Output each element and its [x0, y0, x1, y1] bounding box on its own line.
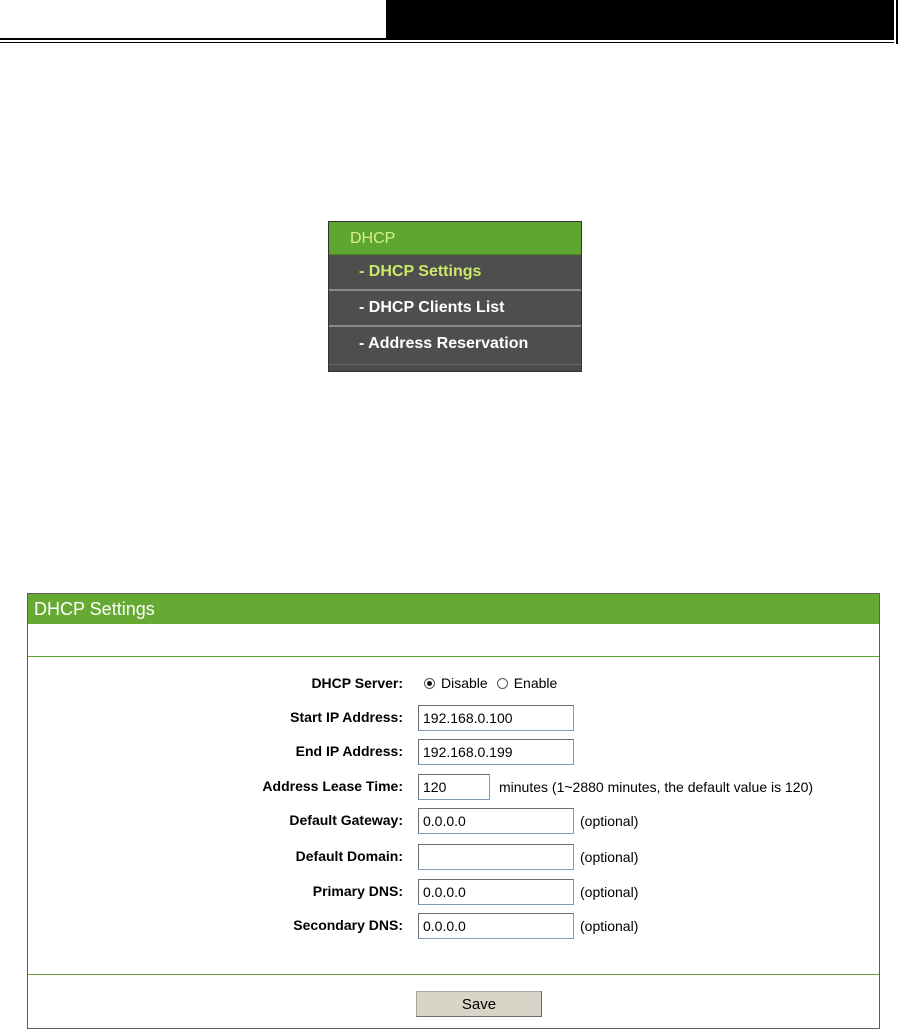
lease-time-row — [28, 774, 879, 798]
lease-time-note: minutes (1~2880 minutes, the default value is 120) — [499, 779, 814, 795]
header-rule — [0, 38, 390, 40]
default-gateway-input[interactable] — [418, 808, 574, 834]
panel-title: DHCP Settings — [28, 594, 879, 624]
enable-radio[interactable] — [497, 678, 508, 689]
nav-item-dhcp-settings[interactable]: - DHCP Settings — [329, 255, 581, 291]
default-gateway-note: (optional) — [580, 813, 639, 829]
secondary-dns-label: Secondary DNS: — [293, 917, 403, 933]
default-gateway-label: Default Gateway: — [289, 812, 403, 828]
header-underline — [0, 42, 894, 43]
save-button[interactable]: Save — [416, 991, 542, 1017]
document-header — [0, 0, 906, 48]
default-gateway-row — [28, 808, 879, 832]
disable-radio-label[interactable]: Disable — [441, 675, 488, 691]
lease-time-label: Address Lease Time: — [262, 778, 403, 794]
disable-radio[interactable] — [424, 678, 435, 689]
secondary-dns-note: (optional) — [580, 918, 639, 934]
start-ip-row — [28, 705, 879, 729]
primary-dns-input[interactable] — [418, 879, 574, 905]
dhcp-server-label: DHCP Server: — [311, 675, 403, 691]
header-side-rule — [896, 0, 898, 44]
secondary-dns-row — [28, 913, 879, 937]
end-ip-label: End IP Address: — [295, 743, 403, 759]
lease-time-input[interactable] — [418, 774, 490, 800]
end-ip-input[interactable] — [418, 739, 574, 765]
secondary-dns-input[interactable] — [418, 913, 574, 939]
nav-item-address-reservation[interactable]: - Address Reservation — [329, 327, 581, 365]
start-ip-label: Start IP Address: — [290, 709, 403, 725]
divider-bottom — [28, 974, 879, 975]
default-domain-note: (optional) — [580, 849, 639, 865]
dhcp-nav-menu — [328, 221, 582, 372]
default-domain-row — [28, 844, 879, 868]
default-domain-label: Default Domain: — [295, 848, 403, 864]
start-ip-input[interactable] — [418, 705, 574, 731]
primary-dns-note: (optional) — [580, 884, 639, 900]
default-domain-input[interactable] — [418, 844, 574, 870]
end-ip-row — [28, 739, 879, 763]
enable-radio-label[interactable]: Enable — [513, 675, 558, 691]
dhcp-settings-panel — [27, 593, 880, 1029]
dhcp-server-row — [28, 671, 879, 695]
primary-dns-row — [28, 879, 879, 903]
divider-top — [28, 656, 879, 657]
nav-menu-title[interactable]: DHCP — [329, 222, 581, 255]
nav-item-dhcp-clients-list[interactable]: - DHCP Clients List — [329, 291, 581, 327]
primary-dns-label: Primary DNS: — [312, 883, 403, 899]
dhcp-server-radio-group — [424, 671, 566, 695]
header-black-bar — [386, 0, 894, 40]
